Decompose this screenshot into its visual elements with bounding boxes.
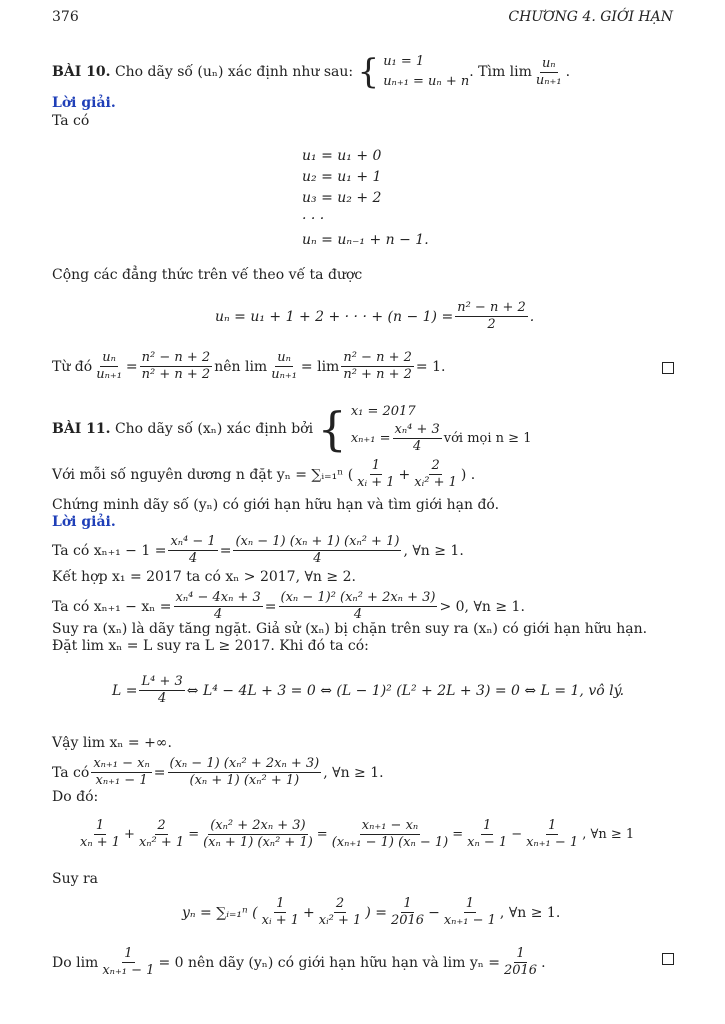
bai11-do-do: Do đó: <box>52 789 99 805</box>
fraction-denominator: xᵢ + 1 <box>357 475 395 490</box>
bai10-system <box>358 52 470 92</box>
equation-line: uₙ = uₙ₋₁ + n − 1. <box>302 232 429 248</box>
y-sum-fraction <box>317 896 364 929</box>
page-number: 376 <box>52 9 79 25</box>
bai10-ask: . Tìm lim <box>469 64 532 80</box>
bai11-L-equation <box>112 674 624 707</box>
lim-equals: = lim <box>300 358 340 375</box>
fraction-numerator: 1 <box>124 946 133 961</box>
fraction-denominator: xᵢ² + 1 <box>414 475 457 490</box>
brace-icon: { <box>317 401 347 456</box>
fraction-numerator: n² − n + 2 <box>457 300 526 315</box>
equation-line: u₂ = u₁ + 1 <box>302 169 382 185</box>
bai11-sys-line2 <box>351 422 532 455</box>
identity-fraction <box>330 818 451 851</box>
equation-line: u₁ = u₁ + 0 <box>302 148 382 164</box>
fraction-denominator: xᵢ² + 1 <box>318 913 362 928</box>
equation-line: · · · <box>302 211 325 227</box>
nen-lim-text: nên lim <box>214 358 268 375</box>
step-fraction <box>168 756 322 789</box>
chapter-title: CHƯƠNG 4. GIỚI HẠN <box>508 9 673 25</box>
bai11-label: BÀI 11. <box>52 420 111 437</box>
sys-fraction <box>393 422 442 455</box>
final-result: = 1. <box>415 358 446 375</box>
bai11-y-sum: yₙ = ∑ᵢ₌₁ⁿ ( $\frac{1}{\text{xᵢ + 1}}$ + $\frac{2}{\text{xᵢ² + 1}}$ ) = $\frac{1}{2016}$ − $\frac{1}{\text{xₙ₊₁ − 1}}$ , ∀n ≥ 1. <box>182 896 561 928</box>
fraction-numerator: xₙ⁴ − 1 <box>170 534 216 549</box>
fraction-numerator: xₙ⁴ − 4xₙ + 3 <box>175 590 261 605</box>
fraction-denominator: n² + n + 2 <box>141 367 211 382</box>
fraction-denominator: (xₙ + 1) (xₙ² + 1) <box>189 773 300 788</box>
qed-square-icon <box>662 953 674 965</box>
bai11-suy-ra: Suy ra <box>52 871 99 887</box>
L-tail: ⇔ L⁴ − 4L + 3 = 0 ⇔ (L − 1)² (L² + 2L + 3) = 0 ⇔ L = 1, vô lý. <box>186 682 625 699</box>
fraction-denominator: uₙ₊₁ <box>271 367 297 382</box>
conclusion-text: Do lim <box>52 954 99 971</box>
bai10-sum-formula: uₙ = u₁ + 1 + 2 + · · · + (n − 1) = $\frac{\text{n² − n + 2}}{2}$ . <box>215 300 535 332</box>
step-tail: > 0, ∀n ≥ 1. <box>439 598 525 615</box>
fraction-denominator: n² + n + 2 <box>343 367 412 382</box>
tu-do-text: Từ đó <box>52 358 93 375</box>
bai10-ask-fraction <box>534 56 564 89</box>
fraction-denominator: 4 <box>214 607 223 622</box>
fraction-numerator: n² − n + 2 <box>343 350 412 365</box>
bai11-step1: Ta có xₙ₊₁ − 1 = $\frac{\text{xₙ⁴ − 1}}{4}$ = $\frac{\text{(xₙ − 1) (xₙ + 1) (xₙ² + 1)}}{4}$ , ∀n ≥ 1. <box>52 534 464 566</box>
fraction-numerator: xₙ₊₁ − xₙ <box>361 818 419 833</box>
y-term1-fraction <box>355 458 396 491</box>
fraction-numerator: 1 <box>548 818 557 833</box>
fraction-denominator: 4 <box>188 551 198 566</box>
equation-line: u₃ = u₂ + 2 <box>302 190 382 206</box>
fraction-numerator: 1 <box>465 896 474 911</box>
step-text: Ta có xₙ₊₁ − 1 = <box>52 542 167 559</box>
brace-icon: { <box>357 52 380 92</box>
y-sum-tail: , ∀n ≥ 1. <box>499 904 561 921</box>
step-fraction <box>233 534 401 567</box>
conclusion-mid: = 0 nên dãy (yₙ) có giới hạn hữu hạn và lim yₙ = <box>158 954 500 971</box>
bai11-prompt: Cho dãy số (xₙ) xác định bởi <box>114 420 314 437</box>
bai11-step2: Kết hợp x₁ = 2017 ta có xₙ > 2017, ∀n ≥ 2. <box>52 569 356 585</box>
L-lhs: L = <box>112 682 138 699</box>
identity-tail: , ∀n ≥ 1 <box>582 826 635 842</box>
fraction-numerator: 1 <box>403 896 412 911</box>
step-text: Ta có xₙ₊₁ − xₙ = <box>52 598 172 615</box>
identity-fraction <box>465 818 509 851</box>
fraction-denominator: 4 <box>157 691 167 706</box>
bai11-step5: Đặt lim xₙ = L suy ra L ≥ 2017. Khi đó ta có: <box>52 638 369 654</box>
sum-fraction <box>455 300 528 333</box>
fraction-numerator: 2 <box>431 458 440 473</box>
fraction-denominator: 2016 <box>390 913 425 928</box>
y-sum-fraction <box>389 896 426 929</box>
fraction-numerator: 1 <box>516 946 525 961</box>
bai11-sys-line1: x₁ = 2017 <box>350 404 416 419</box>
step-fraction <box>168 534 217 567</box>
y-sum-lhs: yₙ = ∑ᵢ₌₁ⁿ ( <box>182 904 258 921</box>
bai11-step6: Ta có $\frac{\text{xₙ₊₁ − xₙ}}{\text{xₙ₊₁ − 1}}$ = $\frac{\text{(xₙ − 1) (xₙ² + 2xₙ + 3)}}{\text{(xₙ + 1) (xₙ² + 1)}}$ , ∀n ≥ 1. <box>52 756 384 788</box>
bai10-cong: Cộng các đẳng thức trên vế theo vế ta được <box>52 267 363 283</box>
bai10-label: BÀI 10. <box>52 64 111 80</box>
fraction-denominator: xᵢ + 1 <box>261 913 299 928</box>
fraction-numerator: n² − n + 2 <box>141 350 211 365</box>
bai10-equation-list <box>302 146 429 251</box>
ratio-fraction <box>94 350 124 383</box>
conclusion-fraction <box>100 946 156 979</box>
step-fraction <box>174 590 263 623</box>
fraction-numerator: xₙ₊₁ − xₙ <box>93 756 150 771</box>
fraction-numerator: xₙ⁴ + 3 <box>394 422 440 437</box>
fraction-numerator: 1 <box>483 818 492 833</box>
fraction-numerator: (xₙ − 1)² (xₙ² + 2xₙ + 3) <box>280 590 436 605</box>
bai10-loi-giai: Lời giải. <box>52 95 116 111</box>
qed-square-icon <box>662 362 674 374</box>
bai10-ta-co: Ta có <box>52 113 90 129</box>
ratio-poly-fraction <box>140 350 213 383</box>
plus-sign: + <box>398 466 411 483</box>
define-y-text: Với mỗi số nguyên dương n đặt yₙ = ∑ᵢ₌₁ⁿ ( <box>52 466 354 483</box>
step-tail: , ∀n ≥ 1. <box>323 764 384 781</box>
bai11-loi-giai: Lời giải. <box>52 514 116 530</box>
fraction-numerator: uₙ <box>277 350 291 365</box>
fraction-numerator: (xₙ − 1) (xₙ + 1) (xₙ² + 1) <box>235 534 400 549</box>
bai10-sys-line1: u₁ = 1 <box>383 54 425 69</box>
equals-sign: = <box>125 358 138 375</box>
fraction-denominator: 4 <box>313 551 322 566</box>
fraction-numerator: 1 <box>276 896 285 911</box>
fraction-denominator: xₙ² + 1 <box>138 835 185 850</box>
identity-fraction <box>524 818 580 851</box>
bai11-conclusion <box>52 946 546 979</box>
fraction-numerator: 1 <box>371 458 380 473</box>
identity-fraction <box>201 818 315 851</box>
sys-lhs: xₙ₊₁ = <box>350 430 391 446</box>
lim-poly-fraction <box>341 350 414 383</box>
L-fraction <box>139 674 184 707</box>
fraction-numerator: 1 <box>95 818 105 833</box>
fraction-numerator: 2 <box>157 818 166 833</box>
fraction-denominator: xₙ₊₁ − 1 <box>95 773 148 788</box>
sys-condition: với mọi n ≥ 1 <box>443 430 532 446</box>
lim-ratio-fraction <box>269 350 299 383</box>
fraction-numerator: uₙ <box>102 350 116 365</box>
bai11-system <box>318 402 532 455</box>
step-fraction <box>91 756 151 789</box>
conclusion-fraction <box>502 946 539 979</box>
bai10-sys-line2: uₙ₊₁ = uₙ + n <box>383 74 470 89</box>
fraction-denominator: 4 <box>353 607 363 622</box>
bai11-step3: Ta có xₙ₊₁ − xₙ = $\frac{\text{xₙ⁴ − 4xₙ + 3}}{4}$ = $\frac{\text{(xₙ − 1)² (xₙ² + 2xₙ + 3)}}{4}$ > 0, ∀n ≥ 1. <box>52 590 525 622</box>
fraction-numerator: (xₙ − 1) (xₙ² + 2xₙ + 3) <box>169 756 320 771</box>
fraction-denominator: 4 <box>413 439 422 454</box>
step-tail: , ∀n ≥ 1. <box>403 542 464 559</box>
bai10-problem: BÀI 10. Cho dãy số (uₙ) xác định như sau: { u₁ = 1 uₙ₊₁ = uₙ + n . Tìm lim $\frac{\text{uₙ}}{\text{uₙ₊₁}}$ . <box>52 52 571 92</box>
fraction-denominator: 2 <box>487 317 496 332</box>
fraction-denominator: xₙ₊₁ − 1 <box>443 913 496 928</box>
fraction-denominator: xₙ₊₁ − 1 <box>102 963 155 978</box>
fraction-numerator: uₙ <box>541 55 556 71</box>
bai11-step4: Suy ra (xₙ) là dãy tăng ngặt. Giả sử (xₙ) bị chặn trên suy ra (xₙ) có giới hạn hữu hạn. <box>52 621 648 637</box>
bai11-task: Chứng minh dãy số (yₙ) có giới hạn hữu hạn và tìm giới hạn đó. <box>52 497 500 513</box>
identity-fraction <box>137 818 186 851</box>
y-sum-mid: ) = <box>365 904 387 921</box>
bai10-result <box>52 350 445 383</box>
fraction-numerator: (xₙ² + 2xₙ + 3) <box>210 818 306 833</box>
fraction-denominator: uₙ₊₁ <box>535 72 562 88</box>
fraction-numerator: L⁴ + 3 <box>141 674 183 689</box>
conclusion-end: . <box>541 954 546 971</box>
fraction-numerator: 2 <box>335 896 345 911</box>
bai11-problem <box>52 402 531 455</box>
y-sum-fraction <box>260 896 301 929</box>
fraction-denominator: 2016 <box>503 963 538 978</box>
y-term2-fraction <box>412 458 459 491</box>
bai11-define-y <box>52 458 475 491</box>
fraction-denominator: (xₙ + 1) (xₙ² + 1) <box>203 835 313 850</box>
define-y-end: ) . <box>460 466 476 483</box>
bai11-big-identity: $\frac{1}{\text{xₙ + 1}}$ + $\frac{2}{\text{xₙ² + 1}}$ = $\frac{\text{(xₙ² + 2xₙ + 3)}}{\text{(xₙ + 1) (xₙ² + 1)}}$ = $\frac{\text{xₙ₊₁ − xₙ}}{\text{(xₙ₊₁ − 1) (xₙ − 1)}}$ = $\frac{1}{\text{xₙ − 1}}$ − $\frac{1}{\text{xₙ₊₁ − 1}}$ , ∀n ≥ 1 <box>80 818 635 850</box>
step-fraction <box>279 590 438 623</box>
fraction-denominator: xₙ − 1 <box>467 835 508 850</box>
bai10-prompt: Cho dãy số (uₙ) xác định như sau: <box>114 64 354 80</box>
sum-lhs: uₙ = u₁ + 1 + 2 + · · · + (n − 1) = <box>215 308 454 325</box>
fraction-denominator: xₙ₊₁ − 1 <box>526 835 579 850</box>
bai11-vay: Vậy lim xₙ = +∞. <box>52 735 172 751</box>
fraction-denominator: (xₙ₊₁ − 1) (xₙ − 1) <box>331 835 449 850</box>
fraction-denominator: uₙ₊₁ <box>96 367 122 382</box>
fraction-denominator: xₙ + 1 <box>80 835 121 850</box>
identity-fraction <box>78 818 122 851</box>
step-text: Ta có <box>52 764 90 781</box>
y-sum-fraction <box>442 896 498 929</box>
